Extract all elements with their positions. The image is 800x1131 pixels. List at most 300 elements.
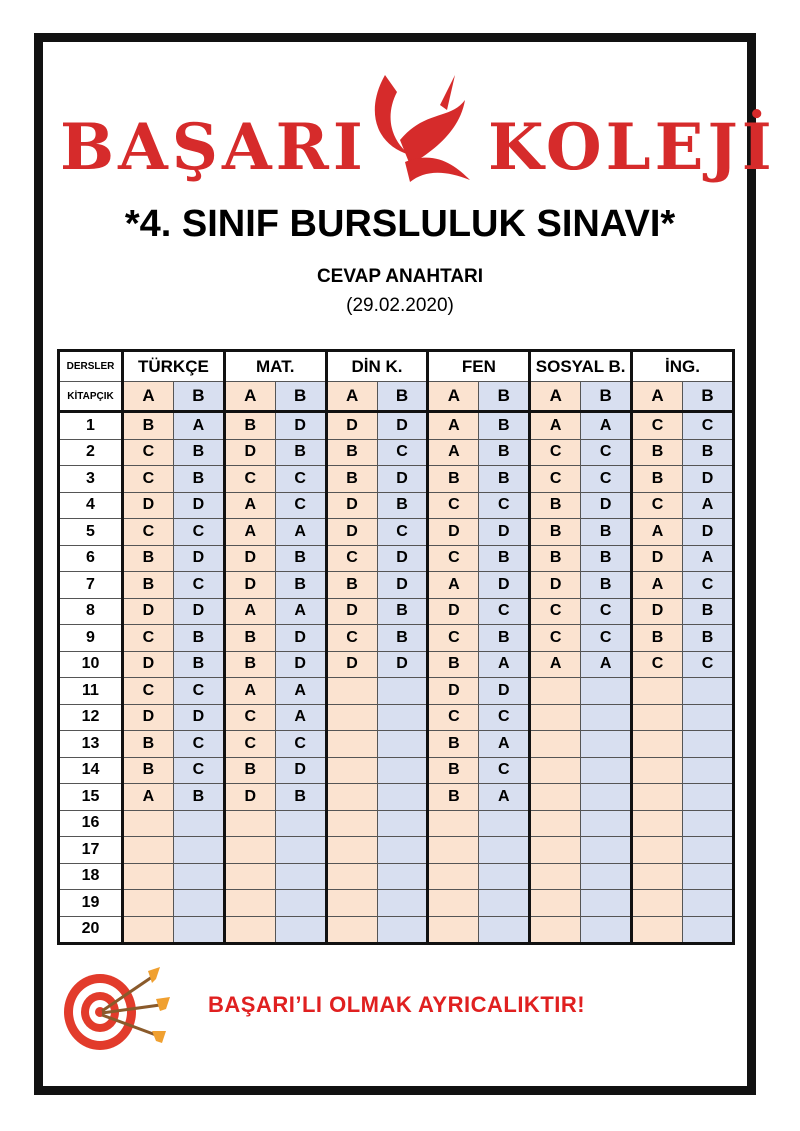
answer-cell-a: C	[326, 545, 377, 572]
booklet-a-label: A	[428, 382, 479, 412]
answer-cell-b: B	[682, 598, 733, 625]
answer-cell-b: C	[581, 598, 632, 625]
answer-cell-b: B	[479, 545, 530, 572]
booklet-a-label: A	[326, 382, 377, 412]
answer-cell-b: D	[275, 757, 326, 784]
answer-cell-b: A	[173, 412, 224, 440]
answer-cell-b: B	[173, 439, 224, 466]
answer-cell-b	[275, 810, 326, 837]
answer-cell-b: A	[275, 678, 326, 705]
table-row	[59, 757, 734, 784]
answer-cell-b	[682, 810, 733, 837]
table-row	[59, 492, 734, 519]
booklet-b-label: B	[581, 382, 632, 412]
answer-cell-b	[275, 916, 326, 944]
answer-cell-a	[224, 890, 275, 917]
answer-cell-a	[428, 890, 479, 917]
answer-cell-a	[326, 890, 377, 917]
subject-header: SOSYAL B.	[530, 351, 632, 382]
answer-cell-a: B	[123, 757, 174, 784]
answer-cell-b: B	[479, 466, 530, 493]
answer-cell-b: B	[377, 625, 428, 652]
answer-key-heading: CEVAP ANAHTARI	[316, 266, 484, 287]
answer-cell-b: C	[479, 757, 530, 784]
answer-cell-b	[479, 916, 530, 944]
answer-cell-b	[682, 704, 733, 731]
booklet-row	[59, 382, 734, 412]
answer-cell-b: A	[581, 651, 632, 678]
answer-cell-a	[530, 916, 581, 944]
answer-cell-b: B	[581, 545, 632, 572]
answer-cell-b: B	[682, 625, 733, 652]
answer-cell-a: A	[632, 572, 683, 599]
answer-cell-b: C	[682, 651, 733, 678]
answer-cell-b: D	[377, 412, 428, 440]
answer-cell-a	[123, 863, 174, 890]
answer-cell-a: A	[224, 598, 275, 625]
question-number: 4	[59, 492, 123, 519]
answer-cell-b: D	[682, 466, 733, 493]
answer-cell-a	[632, 757, 683, 784]
answer-cell-b: B	[479, 439, 530, 466]
answer-cell-a: C	[530, 466, 581, 493]
answer-cell-b: B	[173, 784, 224, 811]
answer-cell-a	[224, 863, 275, 890]
answer-cell-b	[581, 863, 632, 890]
question-number: 13	[59, 731, 123, 758]
table-row	[59, 466, 734, 493]
answer-cell-a	[224, 916, 275, 944]
answer-cell-a: D	[224, 439, 275, 466]
answer-cell-b: D	[479, 519, 530, 546]
subject-header: DİN K.	[326, 351, 428, 382]
answer-cell-a: C	[632, 492, 683, 519]
answer-cell-a: C	[530, 598, 581, 625]
question-number: 19	[59, 890, 123, 917]
answer-cell-a: B	[326, 572, 377, 599]
answer-cell-a	[632, 678, 683, 705]
answer-cell-b: C	[682, 572, 733, 599]
answer-cell-b: B	[275, 439, 326, 466]
table-row	[59, 545, 734, 572]
answer-cell-a	[632, 784, 683, 811]
answer-cell-b: A	[275, 598, 326, 625]
answer-cell-a	[530, 890, 581, 917]
question-number: 9	[59, 625, 123, 652]
answer-cell-b: C	[581, 625, 632, 652]
table-row	[59, 439, 734, 466]
question-number: 11	[59, 678, 123, 705]
answer-cell-a: B	[428, 757, 479, 784]
answer-cell-b: D	[377, 572, 428, 599]
question-number: 12	[59, 704, 123, 731]
answer-cell-b	[479, 810, 530, 837]
answer-cell-b: C	[173, 572, 224, 599]
answer-cell-a: B	[632, 625, 683, 652]
answer-cell-b	[377, 784, 428, 811]
answer-cell-b	[377, 890, 428, 917]
answer-cell-a: C	[123, 466, 174, 493]
answer-cell-b	[581, 784, 632, 811]
answer-cell-b: B	[479, 412, 530, 440]
answer-cell-a: D	[530, 572, 581, 599]
answer-cell-a	[326, 757, 377, 784]
table-row	[59, 784, 734, 811]
answer-cell-a	[428, 916, 479, 944]
answer-cell-b: C	[173, 731, 224, 758]
answer-cell-a: B	[224, 412, 275, 440]
answer-cell-a: C	[224, 466, 275, 493]
answer-cell-b: D	[682, 519, 733, 546]
answer-cell-b: B	[173, 625, 224, 652]
answer-cell-a: D	[123, 598, 174, 625]
answer-cell-a: D	[326, 412, 377, 440]
answer-cell-a	[326, 731, 377, 758]
answer-cell-a	[632, 704, 683, 731]
answer-cell-a: B	[428, 784, 479, 811]
answer-cell-a: A	[224, 492, 275, 519]
answer-cell-a: C	[428, 625, 479, 652]
booklet-b-label: B	[173, 382, 224, 412]
answer-cell-b: B	[479, 625, 530, 652]
question-number: 3	[59, 466, 123, 493]
answer-cell-b: D	[479, 678, 530, 705]
table-row	[59, 678, 734, 705]
question-number: 18	[59, 863, 123, 890]
table-row	[59, 837, 734, 864]
answer-cell-b: B	[581, 572, 632, 599]
answer-cell-a: A	[224, 519, 275, 546]
dersler-label: DERSLER	[59, 351, 123, 382]
answer-cell-a: A	[224, 678, 275, 705]
question-number: 1	[59, 412, 123, 440]
answer-cell-b: A	[479, 651, 530, 678]
answer-cell-a	[530, 837, 581, 864]
logo-emblem-icon	[355, 70, 485, 190]
answer-cell-a: D	[224, 572, 275, 599]
table-row	[59, 890, 734, 917]
answer-cell-b: A	[479, 731, 530, 758]
answer-cell-a: B	[123, 572, 174, 599]
question-number: 14	[59, 757, 123, 784]
answer-cell-b: C	[581, 466, 632, 493]
answer-cell-b	[682, 890, 733, 917]
table-row	[59, 651, 734, 678]
subject-header: İNG.	[632, 351, 734, 382]
answer-cell-a: C	[123, 439, 174, 466]
answer-cell-b: C	[173, 519, 224, 546]
answer-key-table	[57, 349, 735, 945]
answer-cell-a	[326, 784, 377, 811]
answer-cell-b	[682, 916, 733, 944]
answer-cell-a	[224, 837, 275, 864]
answer-cell-b	[581, 731, 632, 758]
answer-cell-b: A	[479, 784, 530, 811]
answer-cell-a: B	[326, 466, 377, 493]
answer-cell-a: C	[224, 704, 275, 731]
answer-cell-b: D	[275, 412, 326, 440]
answer-cell-a: C	[123, 519, 174, 546]
answer-cell-b	[682, 863, 733, 890]
booklet-a-label: A	[224, 382, 275, 412]
answer-cell-b	[377, 731, 428, 758]
answer-cell-a	[632, 731, 683, 758]
booklet-b-label: B	[377, 382, 428, 412]
answer-cell-b	[377, 704, 428, 731]
answer-cell-b: D	[275, 625, 326, 652]
subjects-header-row	[59, 351, 734, 382]
answer-cell-b: D	[275, 651, 326, 678]
answer-cell-b: A	[275, 519, 326, 546]
answer-cell-a: D	[632, 598, 683, 625]
answer-cell-a: B	[224, 757, 275, 784]
answer-cell-a: D	[326, 519, 377, 546]
answer-cell-a: C	[224, 731, 275, 758]
answer-cell-a: B	[530, 519, 581, 546]
answer-cell-b	[173, 863, 224, 890]
answer-cell-a	[632, 837, 683, 864]
answer-cell-a: B	[530, 492, 581, 519]
answer-cell-a: B	[224, 625, 275, 652]
exam-date: (29.02.2020)	[346, 295, 454, 316]
answer-cell-a: D	[326, 651, 377, 678]
answer-cell-b	[682, 784, 733, 811]
question-number: 2	[59, 439, 123, 466]
answer-cell-a	[326, 837, 377, 864]
answer-cell-a: C	[428, 704, 479, 731]
answer-cell-b: C	[377, 439, 428, 466]
booklet-a-label: A	[530, 382, 581, 412]
answer-cell-b	[377, 863, 428, 890]
table-row	[59, 412, 734, 440]
answer-cell-b: C	[377, 519, 428, 546]
subject-header: MAT.	[224, 351, 326, 382]
answer-cell-a	[224, 810, 275, 837]
answer-cell-b: C	[173, 678, 224, 705]
answer-cell-a: D	[123, 492, 174, 519]
answer-cell-b: D	[581, 492, 632, 519]
answer-cell-b: B	[682, 439, 733, 466]
answer-cell-a: C	[326, 625, 377, 652]
answer-cell-b: B	[581, 519, 632, 546]
answer-cell-b	[581, 837, 632, 864]
answer-cell-a: A	[530, 651, 581, 678]
answer-cell-a: B	[632, 466, 683, 493]
table-row	[59, 598, 734, 625]
answer-cell-b	[581, 810, 632, 837]
answer-cell-b	[377, 678, 428, 705]
answer-cell-a: D	[428, 598, 479, 625]
answer-cell-a: D	[428, 519, 479, 546]
answer-cell-b: B	[275, 572, 326, 599]
answer-cell-b: C	[682, 412, 733, 440]
table-row	[59, 625, 734, 652]
answer-cell-a: C	[632, 412, 683, 440]
booklet-a-label: A	[123, 382, 174, 412]
answer-cell-b: D	[173, 704, 224, 731]
answer-cell-a	[530, 810, 581, 837]
answer-cell-b	[377, 837, 428, 864]
logo-text-koleji: KOLEJİ	[488, 110, 776, 185]
table-row	[59, 863, 734, 890]
answer-cell-b: A	[581, 412, 632, 440]
question-number: 15	[59, 784, 123, 811]
question-number: 16	[59, 810, 123, 837]
answer-cell-b	[581, 757, 632, 784]
answer-cell-a: B	[123, 545, 174, 572]
answer-cell-a	[530, 678, 581, 705]
answer-cell-b: C	[479, 704, 530, 731]
table-row	[59, 731, 734, 758]
answer-cell-a	[123, 890, 174, 917]
answer-cell-b	[377, 810, 428, 837]
question-number: 17	[59, 837, 123, 864]
answer-cell-a	[632, 863, 683, 890]
table-row	[59, 916, 734, 944]
answer-cell-b: C	[275, 466, 326, 493]
answer-cell-b: B	[377, 598, 428, 625]
question-number: 7	[59, 572, 123, 599]
booklet-b-label: B	[682, 382, 733, 412]
answer-cell-b: D	[173, 545, 224, 572]
answer-cell-a	[326, 704, 377, 731]
answer-cell-a	[428, 837, 479, 864]
answer-cell-a: B	[632, 439, 683, 466]
booklet-b-label: B	[479, 382, 530, 412]
answer-cell-b: C	[479, 492, 530, 519]
answer-cell-b: C	[581, 439, 632, 466]
logo-text-basari: BAŞARI	[60, 110, 367, 185]
answer-cell-b	[275, 890, 326, 917]
answer-cell-a: C	[428, 492, 479, 519]
answer-cell-a	[632, 890, 683, 917]
answer-cell-a: C	[530, 439, 581, 466]
question-number: 5	[59, 519, 123, 546]
subject-header: FEN	[428, 351, 530, 382]
answer-cell-b: B	[173, 651, 224, 678]
subject-header: TÜRKÇE	[123, 351, 225, 382]
answer-cell-a: B	[530, 545, 581, 572]
answer-cell-b: D	[377, 651, 428, 678]
answer-cell-a: B	[326, 439, 377, 466]
answer-cell-a: D	[326, 492, 377, 519]
table-row	[59, 704, 734, 731]
answer-cell-b	[275, 863, 326, 890]
answer-cell-a: B	[123, 731, 174, 758]
answer-cell-a	[123, 837, 174, 864]
answer-cell-a: A	[123, 784, 174, 811]
question-number: 10	[59, 651, 123, 678]
answer-cell-a	[326, 678, 377, 705]
answer-cell-b	[275, 837, 326, 864]
target-arrows-icon	[60, 965, 175, 1055]
answer-cell-a: B	[224, 651, 275, 678]
answer-cell-a: D	[224, 784, 275, 811]
answer-cell-a: A	[428, 412, 479, 440]
answer-cell-b: B	[275, 545, 326, 572]
motto-text: BAŞARI’LI OLMAK AYRICALIKTIR!	[208, 992, 586, 1017]
answer-cell-a	[632, 810, 683, 837]
answer-cell-b	[479, 890, 530, 917]
table-row	[59, 519, 734, 546]
answer-cell-b: D	[173, 598, 224, 625]
answer-cell-b	[581, 704, 632, 731]
answer-cell-a: C	[428, 545, 479, 572]
answer-cell-a	[530, 784, 581, 811]
answer-cell-b	[682, 837, 733, 864]
answer-cell-a	[530, 757, 581, 784]
answer-cell-a	[326, 916, 377, 944]
school-logo	[0, 70, 800, 190]
answer-cell-b: A	[682, 545, 733, 572]
answer-cell-a: B	[428, 731, 479, 758]
answer-cell-a: A	[428, 572, 479, 599]
answer-cell-a: A	[428, 439, 479, 466]
answer-cell-b: A	[275, 704, 326, 731]
answer-cell-a: D	[123, 651, 174, 678]
answer-cell-a: D	[632, 545, 683, 572]
answer-cell-a: A	[632, 519, 683, 546]
booklet-b-label: B	[275, 382, 326, 412]
answer-cell-a	[530, 863, 581, 890]
answer-cell-b: B	[275, 784, 326, 811]
answer-cell-b: A	[682, 492, 733, 519]
answer-cell-b	[682, 678, 733, 705]
answer-cell-a: C	[632, 651, 683, 678]
answer-cell-b: C	[173, 757, 224, 784]
question-number: 20	[59, 916, 123, 944]
answer-cell-b: D	[479, 572, 530, 599]
answer-cell-b	[682, 757, 733, 784]
answer-cell-a	[530, 704, 581, 731]
answer-cell-b	[173, 810, 224, 837]
answer-cell-a: C	[530, 625, 581, 652]
answer-cell-a	[530, 731, 581, 758]
answer-cell-b	[173, 837, 224, 864]
answer-cell-a	[428, 810, 479, 837]
answer-cell-b: C	[275, 492, 326, 519]
answer-cell-b	[581, 916, 632, 944]
answer-cell-a: D	[428, 678, 479, 705]
answer-cell-a	[632, 916, 683, 944]
answer-cell-b	[479, 863, 530, 890]
answer-cell-a: D	[326, 598, 377, 625]
answer-cell-a: C	[123, 678, 174, 705]
answer-cell-a: D	[224, 545, 275, 572]
answer-cell-a	[326, 810, 377, 837]
answer-cell-b: D	[377, 545, 428, 572]
answer-cell-b	[682, 731, 733, 758]
exam-title: *4. SINIF BURSLULUK SINAVI*	[124, 203, 676, 245]
answer-cell-b	[377, 916, 428, 944]
answer-cell-b: D	[173, 492, 224, 519]
answer-cell-b	[581, 890, 632, 917]
answer-cell-a	[123, 810, 174, 837]
answer-cell-a: B	[123, 412, 174, 440]
answer-cell-b	[377, 757, 428, 784]
booklet-a-label: A	[632, 382, 683, 412]
answer-cell-b: D	[377, 466, 428, 493]
answer-cell-b	[173, 890, 224, 917]
answer-cell-a: B	[428, 651, 479, 678]
answer-cell-a	[428, 863, 479, 890]
table-row	[59, 810, 734, 837]
answer-cell-a: D	[123, 704, 174, 731]
answer-cell-b	[479, 837, 530, 864]
answer-cell-a	[123, 916, 174, 944]
question-number: 6	[59, 545, 123, 572]
answer-cell-b: C	[479, 598, 530, 625]
